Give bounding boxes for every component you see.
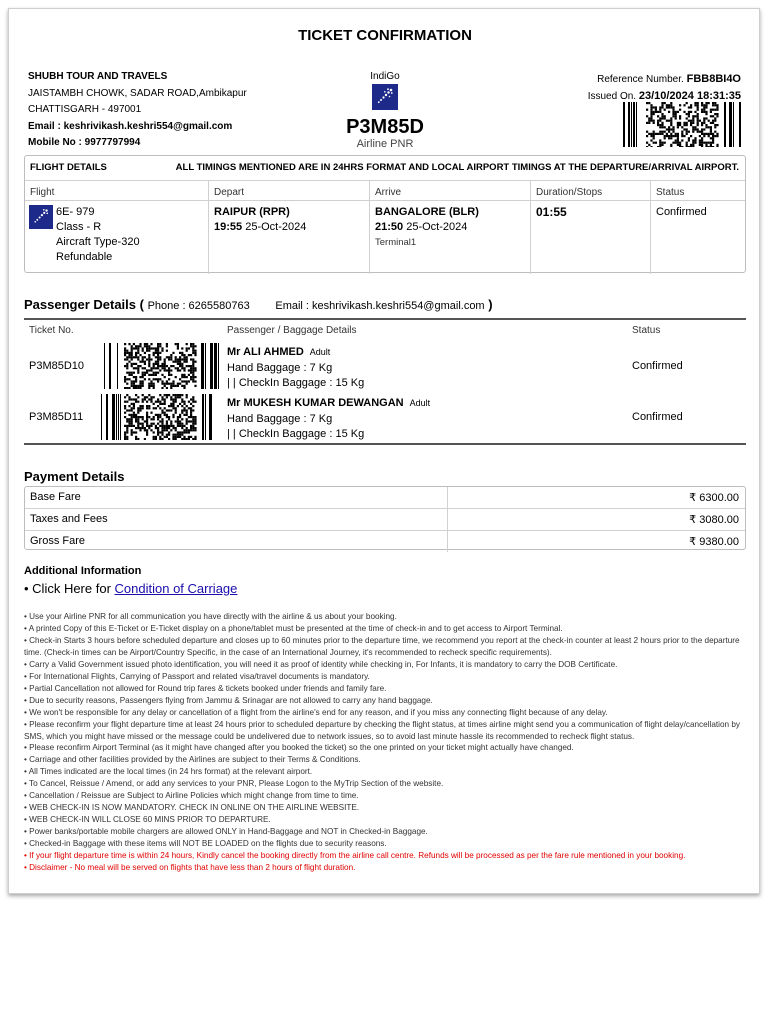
- passenger-phone: Phone : 6265580763: [147, 300, 250, 312]
- arrive-city: BANGALORE (BLR): [375, 206, 479, 218]
- flight-details-table: [24, 155, 746, 273]
- payment-label: Gross Fare: [30, 535, 86, 547]
- payment-label: Base Fare: [30, 491, 81, 503]
- arrive-column: [370, 181, 531, 274]
- flight-number: 6E- 979: [56, 206, 95, 218]
- terms-notes: [24, 611, 746, 874]
- depart-column: [209, 181, 370, 274]
- passenger-name: Mr MUKESH KUMAR DEWANGAN: [227, 397, 404, 409]
- note-item: • WEB CHECK-IN WILL CLOSE 60 MINS PRIOR TO DEPARTURE.: [24, 815, 271, 825]
- payment-row: [25, 487, 745, 509]
- duration-column: [531, 181, 651, 274]
- status-column: [651, 181, 745, 274]
- depart-city: RAIPUR (RPR): [214, 206, 290, 218]
- passenger-details-title: Passenger Details ( Phone : 6265580763 Email : keshrivikash.keshri554@gmail.com ): [24, 297, 493, 312]
- passenger-type: Adult: [309, 347, 331, 357]
- passenger-type: Adult: [409, 398, 431, 408]
- passenger-name: Mr ALI AHMED: [227, 346, 304, 358]
- additional-info-title: Additional Information: [24, 565, 142, 577]
- status-column-header: Status: [651, 181, 745, 201]
- note-item: • Please reconfirm your flight departure time at least 24 hours prior to scheduled departure by checking the flight status, at times airline might send you a communication of flight delay/cancellation by SMS, which you might have missed or the message could be undelivered due to network issues, so to avoid last minute hassle its recommended to recheck flight status.: [24, 719, 741, 741]
- passenger-status: Confirmed: [632, 360, 683, 372]
- passenger-top-divider: [24, 318, 746, 320]
- ticket-column-header: Ticket No.: [29, 325, 74, 336]
- ticket-barcode-icon: [101, 394, 219, 440]
- passenger-bottom-divider: [24, 443, 746, 445]
- flight-duration: 01:55: [536, 205, 567, 219]
- payment-amount: ₹ 3080.00: [689, 514, 739, 526]
- flight-column-header: Flight: [25, 181, 208, 201]
- payment-amount: ₹ 6300.00: [689, 492, 739, 504]
- airline-pnr: P3M85D: [346, 116, 424, 138]
- warning-note: • Disclaimer - No meal will be served on flights that have less than 2 hours of flight duration.: [24, 863, 356, 873]
- ticket-number: P3M85D11: [29, 411, 84, 423]
- issued-datetime: 23/10/2024 18:31:35: [638, 90, 741, 102]
- agency-name: SHUBH TOUR AND TRAVELS: [28, 71, 168, 82]
- note-item: • WEB CHECK-IN IS NOW MANDATORY. CHECK IN ONLINE ON THE AIRLINE WEBSITE.: [24, 803, 360, 813]
- payment-table: [24, 486, 746, 550]
- passenger-status: Confirmed: [632, 411, 683, 423]
- airline-pnr-label: Airline PNR: [356, 138, 414, 150]
- hand-baggage: Hand Baggage : 7 Kg: [227, 412, 333, 425]
- agency-block: [28, 69, 247, 152]
- refund-status: Refundable: [56, 251, 113, 263]
- status-header: Status: [632, 325, 661, 336]
- warning-note: • If your flight departure time is within 24 hours, Kindly cancel the booking directly from the airline call centre. Refunds will be processed as per the fare rule mentioned in your booking.: [24, 851, 686, 861]
- payment-row: [25, 509, 745, 531]
- note-item: • Power banks/portable mobile chargers are allowed ONLY in Hand-Baggage and NOT in Checked-in Baggage.: [24, 827, 428, 837]
- aircraft-type: Aircraft Type-320: [56, 236, 140, 248]
- passenger-email: Email : keshrivikash.keshri554@gmail.com: [275, 300, 485, 312]
- arrive-time: 21:50: [375, 221, 404, 233]
- note-item: • Carry a Valid Government issued photo identification, you will need it as proof of identity while checking in, For Infants, it is mandatory to carry the DOB Certificate.: [24, 659, 618, 669]
- agency-address-line2: CHATTISGARH - 497001: [28, 104, 142, 115]
- ticket-document: [8, 8, 760, 894]
- note-item: • Check-in Starts 3 hours before scheduled departure and closes up to 60 minutes prior to the departure time, we recommend you report at the check-in counter at least 2 hours prior to the departure time. (Check-in times can be Airport/Country Specific, in the case of an International Journey, it's recommended to recheck specific requirements).: [24, 635, 740, 657]
- note-item: • Partial Cancellation not allowed for Round trip fares & tickets booked under friends and family fare.: [24, 683, 387, 693]
- issued-label: Issued On.: [587, 91, 637, 102]
- checkin-baggage: | | CheckIn Baggage : 15 Kg: [227, 377, 365, 389]
- reference-label: Reference Number.: [597, 74, 684, 85]
- airline-block: [329, 71, 441, 150]
- passenger-row: [24, 394, 746, 442]
- flight-status: Confirmed: [656, 206, 707, 218]
- reference-block: [588, 71, 741, 105]
- note-item: • To Cancel, Reissue / Amend, or add any services to your PNR, Please Logon to the MyTrip Section of the website.: [24, 779, 444, 789]
- details-column-header: Passenger / Baggage Details: [227, 325, 357, 336]
- note-item: • Cancellation / Reissue are Subject to Airline Policies which might change from time to time.: [24, 791, 359, 801]
- flight-column: [25, 181, 209, 274]
- indigo-logo-icon: [372, 84, 398, 110]
- arrive-terminal: Terminal1: [375, 237, 417, 248]
- flight-details-header: [25, 156, 745, 181]
- condition-of-carriage-link[interactable]: Condition of Carriage: [114, 581, 238, 596]
- duration-column-header: Duration/Stops: [531, 181, 650, 201]
- page-title: TICKET CONFIRMATION: [298, 27, 472, 44]
- note-item: • Carriage and other facilities provided by the Airlines are subject to their Terms & Conditions.: [24, 755, 361, 765]
- flight-details-title: FLIGHT DETAILS: [30, 162, 107, 173]
- depart-date: 25-Oct-2024: [245, 221, 307, 233]
- reference-barcode-icon: [623, 102, 741, 147]
- note-item: • All Times indicated are the local times (in 24 hrs format) at the relevant airport.: [24, 767, 313, 777]
- reference-number: FBB8BI4O: [686, 73, 741, 85]
- indigo-small-logo-icon: [29, 205, 53, 229]
- passenger-row: [24, 343, 746, 391]
- ticket-barcode-icon: [101, 343, 219, 389]
- ticket-number: P3M85D10: [29, 360, 85, 372]
- note-item: • Due to security reasons, Passengers flying from Jammu & Srinagar are not allowed to carry any hand baggage.: [24, 695, 433, 705]
- note-item: • We won't be responsible for any delay or cancellation of a flight from the airline's end for any reason, and if you miss any connecting flight because of any delay.: [24, 707, 608, 717]
- arrive-column-header: Arrive: [370, 181, 530, 201]
- note-item: • Checked-in Baggage with these items will NOT BE LOADED on the flights due to security reasons.: [24, 839, 387, 849]
- depart-time: 19:55: [214, 221, 243, 233]
- agency-mobile: Mobile No : 9977797994: [28, 137, 141, 148]
- payment-row: [25, 531, 745, 552]
- depart-column-header: Depart: [209, 181, 369, 201]
- note-item: • For International Flights, Carrying of Passport and related visa/travel documents is mandatory.: [24, 671, 370, 681]
- agency-address-line1: JAISTAMBH CHOWK, SADAR ROAD,Ambikapur: [28, 87, 247, 99]
- note-item: • Please reconfirm Airport Terminal (as it might have changed after you booked the ticket) so the one printed on your ticket might actually have changed.: [24, 743, 574, 753]
- airline-name: IndiGo: [370, 71, 400, 82]
- click-here-text: • Click Here for: [24, 581, 111, 596]
- arrive-date: 25-Oct-2024: [406, 221, 468, 233]
- timing-notice: ALL TIMINGS MENTIONED ARE IN 24HRS FORMAT AND LOCAL AIRPORT TIMINGS AT THE DEPARTURE/ARRIVAL AIRPORT.: [175, 162, 739, 173]
- note-item: • A printed Copy of this E-Ticket or E-Ticket display on a phone/tablet must be presented at the time of check-in and to get access to Airport Terminal.: [24, 623, 563, 633]
- flight-class: Class - R: [56, 221, 102, 233]
- checkin-baggage: | | CheckIn Baggage : 15 Kg: [227, 428, 365, 440]
- payment-amount: ₹ 9380.00: [689, 536, 739, 548]
- condition-of-carriage-line: [24, 581, 237, 596]
- agency-email: Email : keshrivikash.keshri554@gmail.com: [28, 120, 233, 132]
- hand-baggage: Hand Baggage : 7 Kg: [227, 361, 333, 374]
- note-item: • Use your Airline PNR for all communication you have directly with the airline & us about your booking.: [24, 612, 397, 621]
- payment-label: Taxes and Fees: [30, 513, 108, 525]
- payment-details-title: Payment Details: [24, 469, 125, 484]
